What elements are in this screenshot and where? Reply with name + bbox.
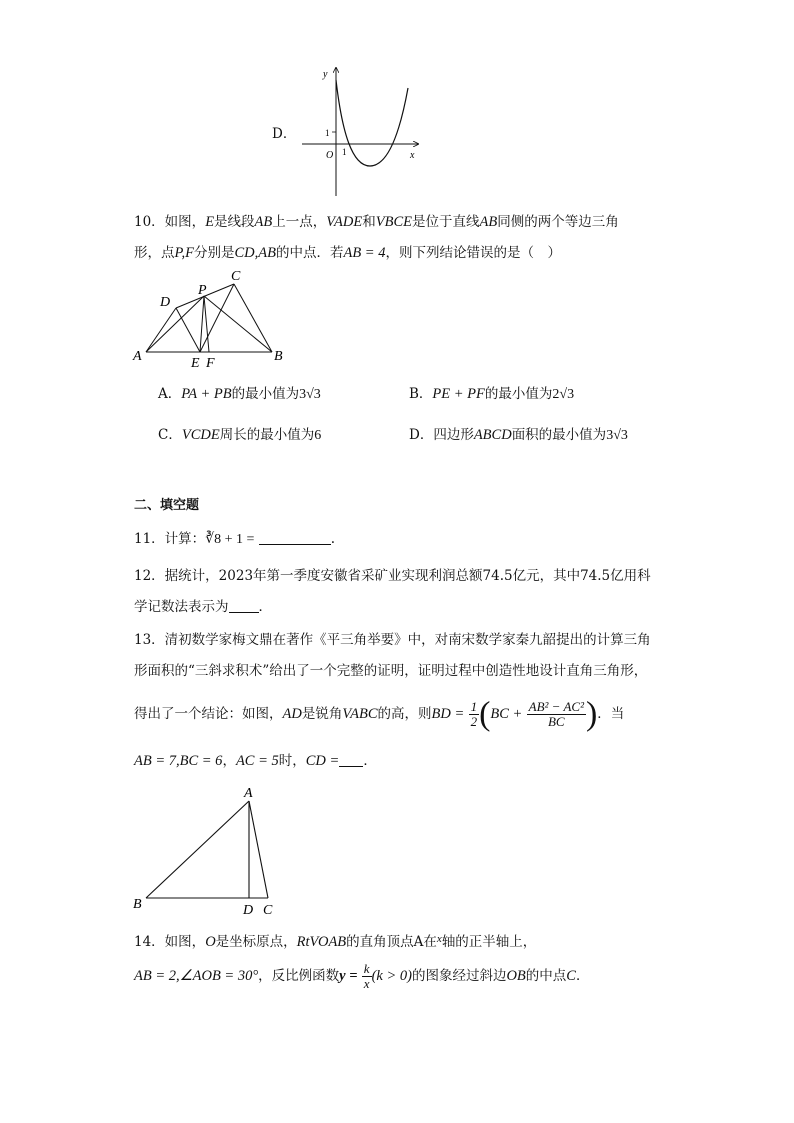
- numerator: 1: [470, 699, 478, 714]
- q11-text: 11．计算：: [134, 531, 206, 547]
- math-ac: AC = 5: [235, 753, 279, 769]
- text: 的图象经过斜边: [411, 968, 507, 984]
- math-c: C: [566, 968, 576, 984]
- text: 是位于直线: [411, 214, 480, 230]
- label-c: C: [263, 903, 273, 918]
- q10-line1: [134, 212, 619, 232]
- text: 轴的正半轴上，: [441, 934, 537, 950]
- label-c: C: [231, 269, 241, 284]
- math-ab: AB: [479, 214, 498, 230]
- parabola-curve: [336, 80, 408, 166]
- text: 时，: [278, 753, 306, 769]
- q13-line1: 13．清初数学家梅文鼎在著作《平三角举要》中，对南宋数学家秦九韶提出的计算三角: [134, 632, 651, 648]
- answer-blank[interactable]: [229, 598, 259, 613]
- text: 是坐标原点，: [215, 934, 297, 950]
- option-label: B．: [409, 386, 433, 402]
- text: 得出了一个结论：如图，: [134, 706, 283, 722]
- origin-label: O: [326, 150, 334, 161]
- math-cd: CD =: [305, 753, 340, 769]
- option-b[interactable]: [409, 384, 574, 405]
- option-a[interactable]: [158, 384, 321, 405]
- math-expr: PE + PF: [432, 386, 485, 402]
- fraction-half: [469, 700, 480, 729]
- math-ade: VADE: [326, 214, 363, 230]
- option-c[interactable]: [158, 425, 321, 446]
- q12-line1: 12．据统计，2023年第一季度安徽省采矿业实现利润总额74.5亿元，其中74.5亿用科: [134, 568, 651, 584]
- fraction-ab-ac: [527, 700, 586, 729]
- text: 的中点: [525, 968, 567, 984]
- q10-line2: [134, 243, 561, 263]
- math-value: 6: [314, 428, 322, 443]
- text: 学记数法表示为: [134, 599, 229, 615]
- label-p: P: [198, 283, 207, 298]
- text: 的最小值为: [484, 386, 553, 402]
- text: 是线段: [214, 214, 255, 230]
- math-value: 2√3: [552, 387, 575, 402]
- x-tick-label: 1: [342, 147, 347, 157]
- math-ob: OB: [506, 968, 526, 984]
- text: 同侧的两个等边三角: [497, 214, 619, 230]
- text: ．: [258, 599, 272, 615]
- math-given: AB = 2,∠AOB = 30°: [134, 968, 259, 984]
- denominator: 2: [470, 714, 478, 729]
- math-values: AB = 7,BC = 6: [134, 753, 223, 769]
- q10-figure: [130, 266, 290, 370]
- option-d-label[interactable]: D．: [272, 126, 297, 142]
- math-bd: BD =: [431, 706, 465, 722]
- math-e: E: [205, 214, 215, 230]
- math-expr: ∛8 + 1 =: [205, 532, 255, 547]
- q13-figure: [130, 780, 280, 920]
- math-expr: PA + PB: [181, 386, 232, 402]
- math-condition: (k > 0): [371, 968, 412, 984]
- text: ，则下列结论错误的是（ ）: [385, 245, 561, 261]
- label-a: A: [244, 786, 253, 801]
- y-tick-label: 1: [325, 128, 330, 138]
- parabola-graph: [296, 62, 426, 198]
- math-ab: AB: [254, 214, 273, 230]
- math-ad: AD: [282, 706, 302, 722]
- math-cd-ab: CD,AB: [234, 245, 276, 261]
- math-y: y =: [339, 968, 358, 984]
- math-o: O: [205, 934, 216, 950]
- text: ．当: [597, 706, 625, 722]
- text: 分别是: [193, 245, 235, 261]
- math-expr: VCDE: [181, 427, 220, 443]
- label-d: D: [243, 903, 254, 918]
- q12-line2: [134, 597, 272, 617]
- x-axis-label: x: [410, 150, 415, 161]
- text: .: [330, 531, 335, 547]
- text: 周长的最小值为: [219, 427, 315, 443]
- q11: [134, 529, 335, 550]
- q13-line2: 形面积的“三斜求积术”给出了一个完整的证明，证明过程中创造性地设计直角三角形，: [134, 663, 648, 679]
- math-x: x: [436, 933, 442, 945]
- text: ，反比例函数: [258, 968, 340, 984]
- text: 的中点．若: [275, 245, 344, 261]
- numerator: k: [363, 961, 370, 976]
- text: 的最小值为: [231, 386, 300, 402]
- text: ．: [363, 753, 377, 769]
- label-a: A: [133, 349, 142, 364]
- text: 形，点: [134, 245, 175, 261]
- denominator: x: [363, 976, 370, 991]
- section-title: 二、填空题: [134, 498, 200, 513]
- q10-number: 10．如图，: [134, 214, 206, 230]
- text: ．: [575, 968, 590, 984]
- math-rt-oab: RtVOAB: [296, 934, 347, 950]
- q13-line3: [134, 694, 624, 734]
- text: ，: [222, 753, 236, 769]
- math-abc: VABC: [342, 706, 378, 722]
- math-bce: VBCE: [375, 214, 412, 230]
- math-expr: ABCD: [473, 427, 512, 443]
- fraction-k-x: [362, 962, 372, 991]
- math-value: 3√3: [606, 428, 628, 443]
- answer-blank[interactable]: [339, 752, 363, 767]
- math-pf: P,F: [174, 245, 194, 261]
- math-ab-eq: AB = 4: [343, 245, 386, 261]
- q13-line4: [134, 751, 377, 771]
- left-paren: (: [479, 695, 491, 733]
- option-label: D．: [409, 427, 434, 443]
- answer-blank[interactable]: [259, 530, 331, 545]
- label-f: F: [206, 356, 215, 370]
- text: 四边形: [433, 427, 474, 443]
- label-b: B: [274, 349, 283, 364]
- text: 上一点，: [272, 214, 327, 230]
- q14-line2: [134, 958, 589, 994]
- y-axis-label: y: [323, 69, 328, 80]
- math-value: 3√3: [299, 387, 321, 402]
- option-label: C．: [158, 427, 182, 443]
- text: 和: [362, 214, 376, 230]
- q14-line1: [134, 929, 536, 952]
- label-d: D: [160, 295, 171, 310]
- denominator: BC: [547, 714, 565, 729]
- text: 的直角顶点A在: [346, 934, 437, 950]
- math-bc: BC +: [490, 706, 523, 722]
- text: 14．如图，: [134, 934, 206, 950]
- label-e: E: [191, 356, 200, 370]
- text: 面积的最小值为: [511, 427, 607, 443]
- text: 的高，则: [377, 706, 432, 722]
- option-d[interactable]: [409, 425, 628, 446]
- right-paren: ): [585, 695, 598, 733]
- numerator: AB² − AC²: [528, 699, 584, 714]
- option-label: A．: [158, 386, 182, 402]
- label-b: B: [133, 897, 142, 912]
- text: 是锐角: [301, 706, 343, 722]
